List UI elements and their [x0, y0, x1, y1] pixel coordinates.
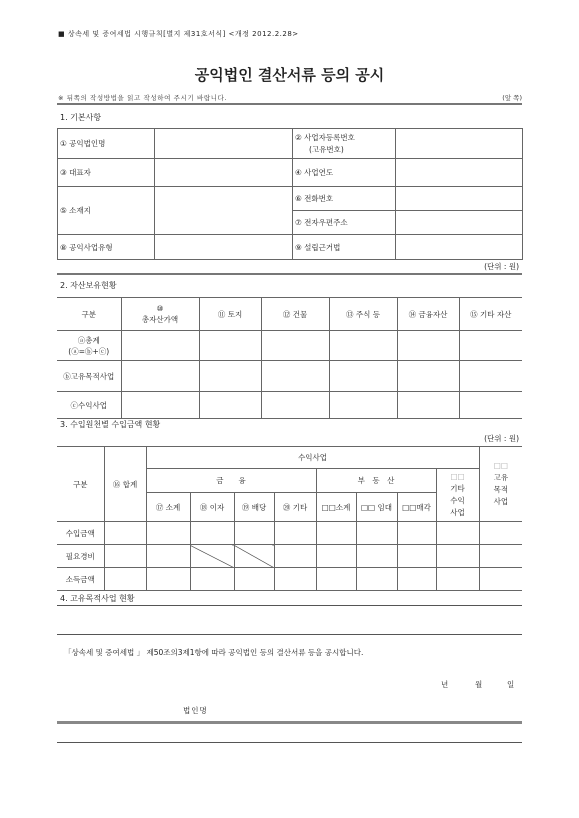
footer-thick-rule — [57, 721, 522, 724]
email-field[interactable] — [396, 211, 523, 235]
income-col-gubun: 구분 — [57, 447, 104, 522]
income-cell[interactable] — [479, 568, 522, 591]
section3-unit: (단위 : 원) — [484, 434, 519, 443]
business-type-field[interactable] — [155, 235, 293, 260]
asset-cell[interactable] — [261, 392, 329, 419]
income-cell[interactable] — [316, 522, 356, 545]
income-col-realestate: 부 동 산 — [316, 469, 436, 493]
asset-cell[interactable] — [397, 361, 459, 392]
income-cell[interactable] — [190, 568, 234, 591]
bizno-label — [293, 129, 396, 159]
asset-cell[interactable] — [199, 361, 261, 392]
income-cell[interactable] — [397, 545, 436, 568]
income-cell[interactable] — [234, 568, 274, 591]
income-cell[interactable] — [316, 545, 356, 568]
income-cell[interactable] — [274, 568, 316, 591]
asset-cell[interactable] — [329, 392, 397, 419]
income-cell[interactable] — [436, 545, 479, 568]
income-cell-disabled — [234, 545, 274, 568]
section1-divider — [57, 273, 522, 275]
phone-label: ⑥ 전화번호 — [293, 187, 396, 211]
income-cell[interactable] — [274, 522, 316, 545]
income-cell[interactable] — [397, 568, 436, 591]
income-cell[interactable] — [146, 568, 190, 591]
income-col-other — [436, 469, 479, 522]
income-cell[interactable] — [146, 522, 190, 545]
phone-field[interactable] — [396, 187, 523, 211]
date-day-label: 일 — [507, 680, 515, 689]
asset-row-total-line1: ⓐ총계 — [77, 335, 100, 345]
asset-cell[interactable] — [459, 331, 522, 361]
section3-heading: 3. 수입원천별 수입금액 현황 — [60, 420, 161, 429]
asset-col-total-label: 총자산가액 — [141, 315, 179, 324]
section4-top-rule — [57, 605, 522, 606]
income-col-interest: ⑱ 이자 — [190, 493, 234, 522]
income-col-re-sale: □□매각 — [397, 493, 436, 522]
income-cell[interactable] — [104, 522, 146, 545]
income-cell[interactable] — [104, 545, 146, 568]
bizno-field[interactable] — [396, 129, 523, 159]
asset-cell[interactable] — [459, 361, 522, 392]
business-type-label: ⑧ 공익사업유형 — [58, 235, 155, 260]
instruction-note: ※ 뒤쪽의 작성방법을 읽고 작성하여 주시기 바랍니다. — [58, 94, 228, 102]
asset-row-total-line2: (ⓐ=ⓑ+ⓒ) — [68, 346, 110, 356]
income-cell[interactable] — [436, 522, 479, 545]
income-col-other-box: □□ — [450, 472, 465, 481]
section1-unit: (단위 : 원) — [484, 262, 519, 271]
income-cell-disabled — [190, 545, 234, 568]
page-side-label: (앞 쪽) — [502, 94, 522, 102]
asset-cell[interactable] — [121, 331, 199, 361]
footer-thin-rule — [57, 742, 522, 743]
bizno-label-line1: ② 사업자등록번호 — [295, 132, 355, 142]
page-title: 공익법인 결산서류 등의 공시 — [194, 66, 385, 84]
asset-cell[interactable] — [199, 331, 261, 361]
income-cell[interactable] — [397, 522, 436, 545]
income-row-expense: 필요경비 — [57, 545, 104, 568]
income-cell[interactable] — [234, 522, 274, 545]
income-cell[interactable] — [479, 545, 522, 568]
fiscal-year-label: ④ 사업연도 — [293, 159, 396, 187]
email-label: ⑦ 전자우편주소 — [293, 211, 396, 235]
section4-field[interactable] — [57, 634, 522, 635]
asset-row-total — [57, 331, 121, 361]
form-reference: ■ 상속세 및 증여세법 시행규칙[별지 제31호서식] <개정 2012.2.28> — [58, 30, 299, 38]
corp-name-field[interactable] — [155, 129, 293, 159]
asset-col-other: ⑮ 기타 자산 — [459, 298, 522, 331]
section4-heading: 4. 고유목적사업 현황 — [60, 594, 135, 603]
income-col-etc: ⑳ 기타 — [274, 493, 316, 522]
income-cell[interactable] — [356, 568, 397, 591]
asset-cell[interactable] — [261, 361, 329, 392]
income-col-inherent-line2: 목적 — [493, 485, 509, 494]
asset-col-land: ⑪ 토지 — [199, 298, 261, 331]
section1-heading: 1. 기본사항 — [60, 113, 102, 122]
asset-col-total — [121, 298, 199, 331]
income-col-other-line1: 기타 — [450, 484, 465, 493]
asset-cell[interactable] — [121, 392, 199, 419]
income-cell[interactable] — [146, 545, 190, 568]
bizno-label-line2: (고유번호) — [309, 144, 344, 154]
income-row-net: 소득금액 — [57, 568, 104, 591]
location-label: ⑤ 소재지 — [58, 187, 155, 235]
income-cell[interactable] — [356, 545, 397, 568]
location-field[interactable] — [155, 187, 293, 235]
income-col-total: ⑯ 합계 — [104, 447, 146, 522]
asset-cell[interactable] — [199, 392, 261, 419]
income-col-inherent — [479, 447, 522, 522]
income-col-profit: 수익사업 — [146, 447, 479, 469]
date-year-label: 년 — [441, 680, 449, 689]
basis-law-field[interactable] — [396, 235, 523, 260]
income-cell[interactable] — [190, 522, 234, 545]
basis-law-label: ⑨ 설립근거법 — [293, 235, 396, 260]
income-row-income: 수입금액 — [57, 522, 104, 545]
income-col-other-line3: 사업 — [450, 508, 465, 517]
asset-row-profit: ⓒ수익사업 — [57, 392, 121, 419]
income-col-inherent-box: □□ — [493, 461, 508, 470]
asset-col-building: ⑫ 건물 — [261, 298, 329, 331]
income-table — [57, 446, 522, 591]
basic-info-table — [57, 128, 523, 260]
income-col-subtotal: ⑰ 소계 — [146, 493, 190, 522]
income-cell[interactable] — [356, 522, 397, 545]
asset-col-total-num: ⑩ — [156, 304, 164, 313]
income-cell[interactable] — [316, 568, 356, 591]
income-col-dividend: ⑲ 배당 — [234, 493, 274, 522]
asset-table — [57, 297, 522, 419]
income-cell[interactable] — [104, 568, 146, 591]
income-cell[interactable] — [479, 522, 522, 545]
asset-cell[interactable] — [397, 331, 459, 361]
representative-field[interactable] — [155, 159, 293, 187]
declaration-text: 「상속세 및 증여세법 」 제50조의3제1항에 따라 공익법인 등의 결산서류 등을 공시합니다. — [64, 648, 364, 657]
income-cell[interactable] — [274, 545, 316, 568]
representative-label: ③ 대표자 — [58, 159, 155, 187]
asset-cell[interactable] — [397, 392, 459, 419]
header-divider — [57, 103, 522, 105]
income-col-inherent-line1: 고유 — [493, 473, 509, 482]
asset-cell[interactable] — [459, 392, 522, 419]
section2-heading: 2. 자산보유현황 — [60, 281, 117, 290]
income-col-re-subtotal: □□소계 — [316, 493, 356, 522]
income-cell[interactable] — [436, 568, 479, 591]
fiscal-year-field[interactable] — [396, 159, 523, 187]
income-col-other-line2: 수익 — [450, 496, 465, 505]
income-col-finance: 금 융 — [146, 469, 316, 493]
corp-name-signature-label: 법인명 — [183, 706, 208, 715]
income-col-inherent-line3: 사업 — [493, 497, 509, 506]
corp-name-label: ① 공익법인명 — [58, 129, 155, 159]
asset-cell[interactable] — [329, 361, 397, 392]
asset-cell[interactable] — [329, 331, 397, 361]
asset-cell[interactable] — [261, 331, 329, 361]
asset-col-finance: ⑭ 금융자산 — [397, 298, 459, 331]
income-col-re-rent: □□ 임대 — [356, 493, 397, 522]
date-month-label: 월 — [475, 680, 483, 689]
asset-col-gubun: 구분 — [57, 298, 121, 331]
asset-cell[interactable] — [121, 361, 199, 392]
asset-row-inherent: ⓑ고유목적사업 — [57, 361, 121, 392]
asset-col-stock: ⑬ 주식 등 — [329, 298, 397, 331]
